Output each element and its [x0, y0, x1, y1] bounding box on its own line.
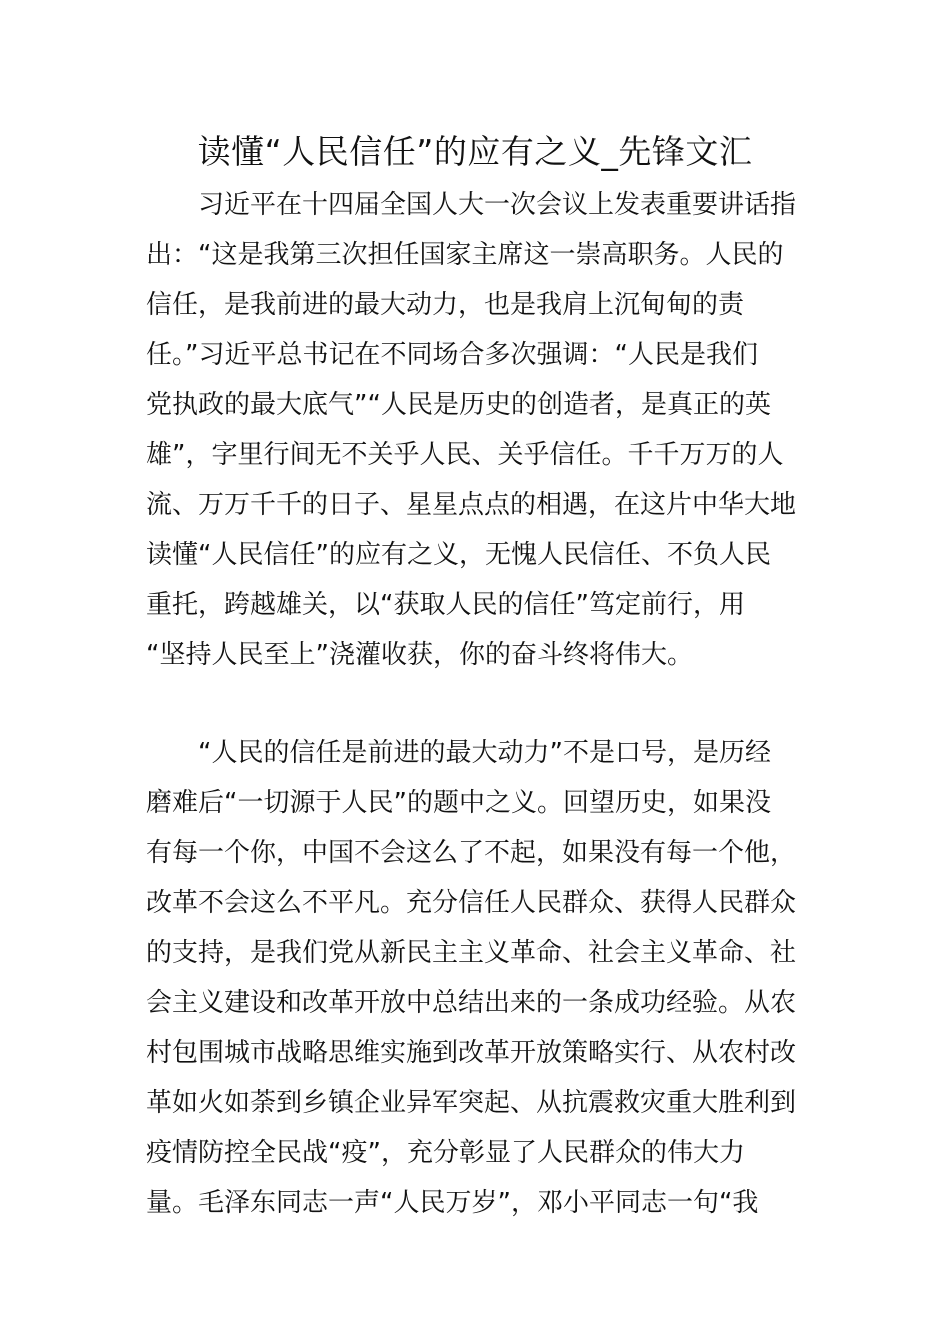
paragraph-line: 读懂“人民信任”的应有之义，无愧人民信任、不负人民	[146, 540, 771, 570]
paragraph-line: 有每一个你，中国不会这么了不起，如果没有每一个他，	[146, 838, 797, 868]
paragraph-line: 任。”习近平总书记在不同场合多次强调：“人民是我们	[146, 340, 758, 370]
paragraph-line: 改革不会这么不平凡。充分信任人民群众、获得人民群众	[146, 888, 797, 918]
paragraph-line: “人民的信任是前进的最大动力”不是口号，是历经	[146, 738, 771, 768]
document-title: 读懂“人民信任”的应有之义_先锋文汇	[197, 132, 753, 171]
paragraph-1	[146, 180, 806, 680]
paragraph-line: 重托，跨越雄关，以“获取人民的信任”笃定前行，用	[146, 590, 745, 620]
paragraph-line: 村包围城市战略思维实施到改革开放策略实行、从农村改	[146, 1038, 797, 1068]
paragraph-line: 流、万万千千的日子、星星点点的相遇，在这片中华大地	[146, 490, 797, 520]
paragraph-line: 党执政的最大底气”“人民是历史的创造者，是真正的英	[146, 390, 771, 420]
paragraph-line: 磨难后“一切源于人民”的题中之义。回望历史，如果没	[146, 788, 771, 818]
paragraph-line: 量。毛泽东同志一声“人民万岁”，邓小平同志一句“我	[146, 1188, 759, 1218]
paragraph-line: 的支持，是我们党从新民主主义革命、社会主义革命、社	[146, 938, 797, 968]
paragraph-line: 雄”，字里行间无不关乎人民、关乎信任。千千万万的人	[146, 440, 784, 470]
paragraph-2	[146, 728, 806, 1228]
paragraph-line: 信任，是我前进的最大动力，也是我肩上沉甸甸的责	[146, 290, 745, 320]
paragraph-line: 习近平在十四届全国人大一次会议上发表重要讲话指	[146, 190, 797, 220]
paragraph-line: 会主义建设和改革开放中总结出来的一条成功经验。从农	[146, 988, 797, 1018]
paragraph-line: 革如火如荼到乡镇企业异军突起、从抗震救灾重大胜利到	[146, 1088, 797, 1118]
paragraph-line: 疫情防控全民战“疫”，充分彰显了人民群众的伟大力	[146, 1138, 745, 1168]
paragraph-line: “坚持人民至上”浇灌收获，你的奋斗终将伟大。	[146, 640, 693, 670]
paragraph-line: 出：“这是我第三次担任国家主席这一崇高职务。人民的	[146, 240, 784, 270]
